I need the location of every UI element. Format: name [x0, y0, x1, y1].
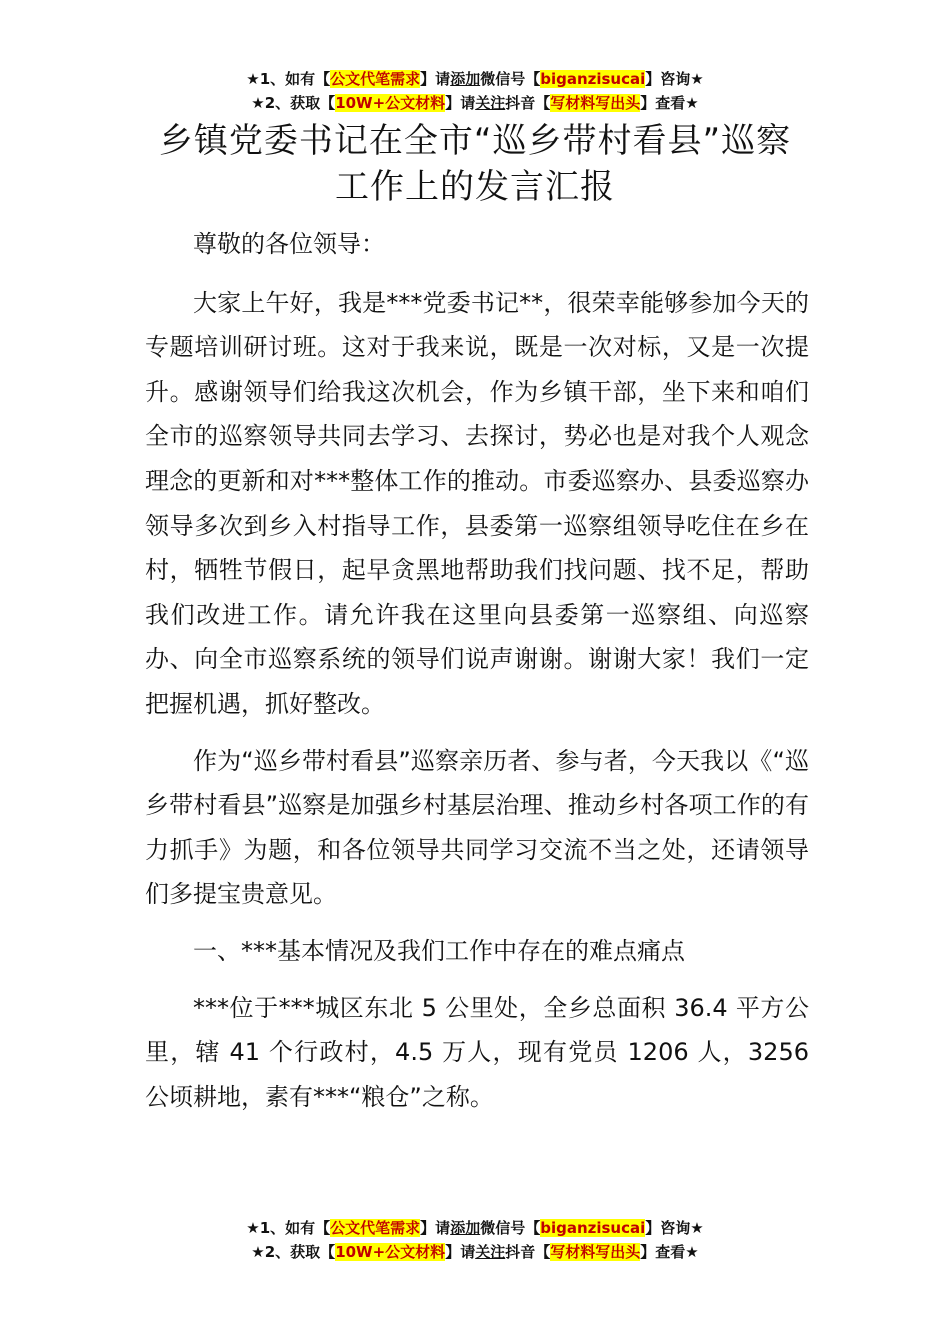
title-line-1: 乡镇党委书记在全市“巡乡带村看县”巡察 [158, 121, 792, 161]
salutation: 尊敬的各位领导： [193, 230, 385, 258]
promo-line-1: ★1、如有【公文代笔需求】请添加微信号【biganzisucai】咨询★ [246, 1219, 704, 1237]
section-heading: 一、***基本情况及我们工作中存在的难点痛点 [193, 936, 685, 965]
paragraph-opening: 大家上午好，我是***党委书记**，很荣幸能够参加今天的专题培训研讨班。这对于我来说，既是一次对标，又是一次提升。感谢领导们给我这次机会，作为乡镇干部，坐下来和咱们全市的巡察领导共同去学习、去探讨，势必也是对我个人观念理念的更新和对***整体工作的推动。市委巡察办、县委巡察办领导多次到乡入村指导工作，县委第一巡察组领导吃住在乡在村，牺牲节假日，起早贪黑地帮助我们找问题、找不足，帮助我们改进工作。请允许我在这里向县委第一巡察组、向巡察办、向全市巡察系统的领导们说声谢谢。谢谢大家！我们一定把握机遇，抓好整改。 [145, 288, 809, 718]
highlight-wechat-id: biganzisucai [540, 70, 646, 88]
highlight-wechat-id: biganzisucai [540, 1219, 646, 1237]
promo-banner-top [0, 67, 950, 115]
highlight-materials: 10W+公文材料 [335, 1243, 446, 1261]
highlight-douyin: 写材料写出头 [550, 94, 641, 112]
promo-line-1: ★1、如有【公文代笔需求】请添加微信号【biganzisucai】咨询★ [246, 70, 704, 88]
document-body [145, 222, 809, 1131]
title-line-2: 工作上的发言汇报 [335, 167, 615, 207]
promo-banner-bottom [0, 1216, 950, 1264]
promo-line-2: ★2、获取【10W+公文材料】请关注抖音【写材料写出头】查看★ [251, 94, 699, 112]
highlight-materials: 10W+公文材料 [335, 94, 446, 112]
document-title [0, 118, 950, 210]
highlight-douyin: 写材料写出头 [550, 1243, 641, 1261]
highlight-ghostwriting: 公文代笔需求 [330, 70, 421, 88]
highlight-ghostwriting: 公文代笔需求 [330, 1219, 421, 1237]
paragraph-topic: 作为“巡乡带村看县”巡察亲历者、参与者，今天我以《“巡乡带村看县”巡察是加强乡村基层治理、推动乡村各项工作的有力抓手》为题，和各位领导共同学习交流不当之处，还请领导们多提宝贵意见。 [145, 746, 809, 909]
promo-line-2: ★2、获取【10W+公文材料】请关注抖音【写材料写出头】查看★ [251, 1243, 699, 1261]
paragraph-basic-info: ***位于***城区东北 5 公里处，全乡总面积 36.4 平方公里，辖 41 个行政村，4.5 万人，现有党员 1206 人，3256 公顷耕地，素有***“粮仓”之称。 [145, 993, 809, 1111]
